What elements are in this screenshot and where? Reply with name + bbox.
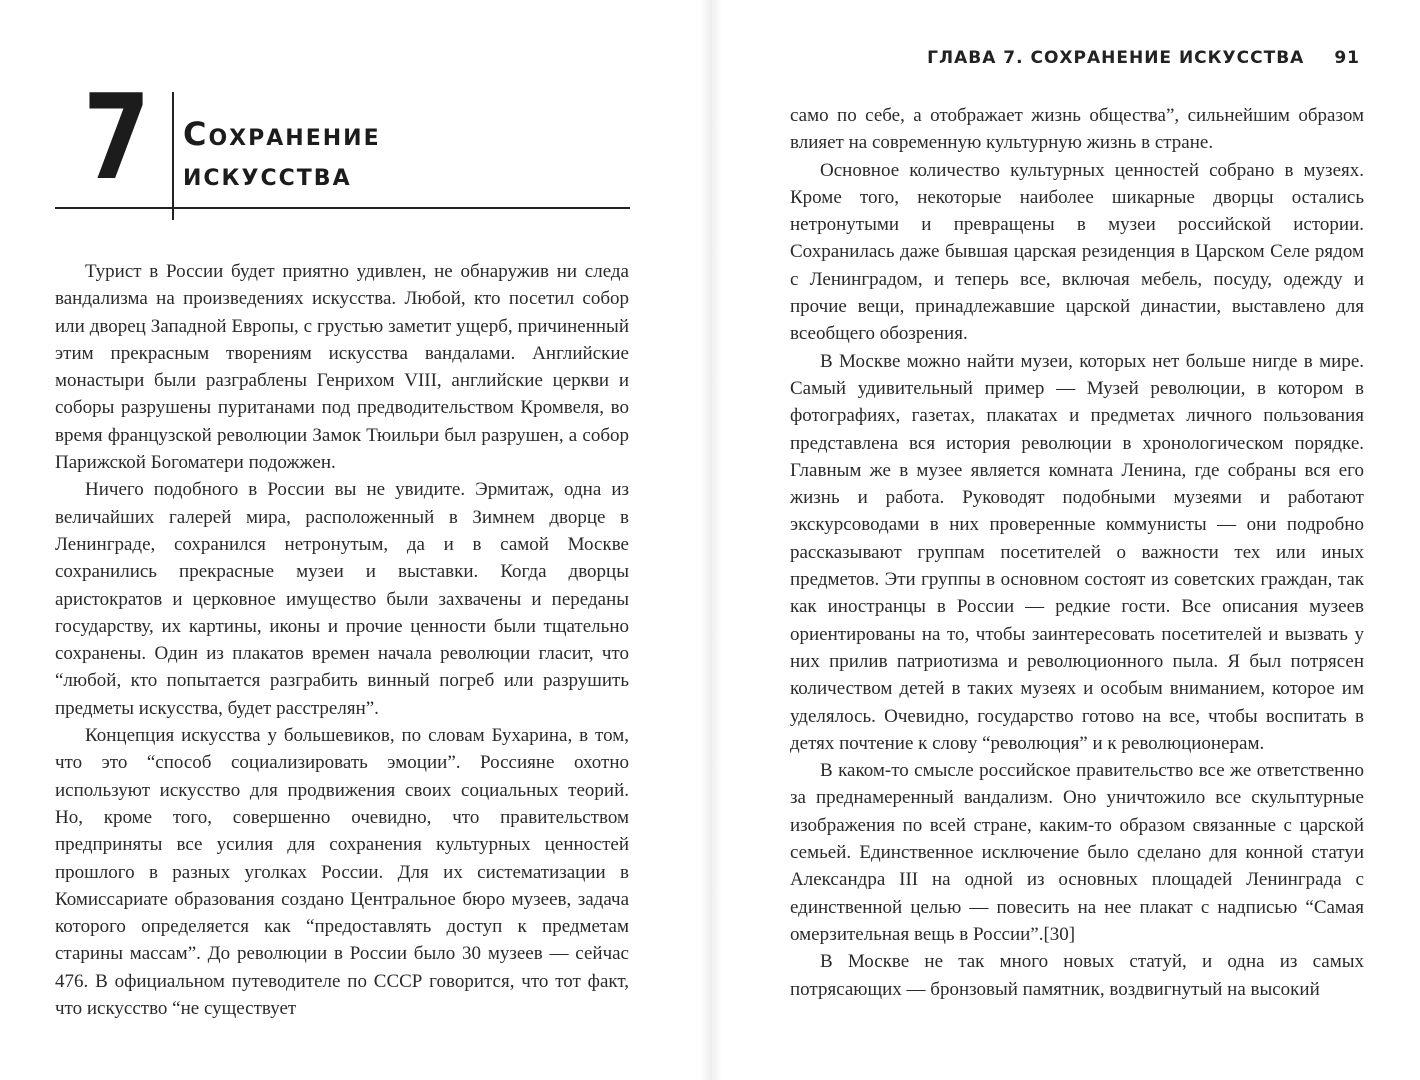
running-head (710, 48, 1360, 68)
left-body-text (55, 258, 629, 1022)
chapter-title-line2: искусства (183, 155, 352, 193)
paragraph: В Москве не так много новых статуй, и одна из самых потрясающих — бронзовый памятник, воздвигнутый на высокий (790, 951, 1364, 1000)
paragraph: Концепция искусства у большевиков, по словам Бухарина, в том, что это “способ социализировать эмоции”. Россияне охотно используют искусство для продвижения своих социальных теорий. Но, кроме того, совершенно очевидно, что правительством предприняты все усилия для сохранения культурных ценностей прошлого в разных уголках России. Для их систематизации в Комиссариате образования создано Центральное бюро музеев, задача которого определяется как “предоставлять доступ к предметам старины массам”. До революции в России было 30 музеев — сейчас 476. В официальном путеводителе по СССР говорится, что тот факт, что искусство “не существует (55, 725, 629, 1020)
right-body-text (790, 102, 1364, 1003)
paragraph: Турист в России будет приятно удивлен, не обнаружив ни следа вандализма на произведениях искусства. Любой, кто посетил собор или дворец Западной Европы, с грустью заметит ущерб, причиненный этим прекрасным творениям искусства вандалами. Английские монастыри были разграблены Генрихом VIII, английские церкви и соборы разрушены пуританами под предводительством Кромвеля, во время французской революции Замок Тюильри был разрушен, а собор Парижской Богоматери подожжен. (55, 261, 629, 474)
chapter-heading (55, 68, 630, 222)
paragraph: Ничего подобного в России вы не увидите. Эрмитаж, одна из величайших галерей мира, расположенный в Зимнем дворце в Ленинграде, сохранился нетронутым, да и в самой Москве сохранились прекрасные музеи и выставки. Когда дворцы аристократов и церковное имущество были захвачены и переданы государству, их картины, иконы и прочие ценности были тщательно сохранены. Один из плакатов времен начала революции гласит, что “любой, кто попытается разграбить винный погреб или разрушить предметы искусства, будет расстрелян”. (55, 479, 629, 719)
right-page (710, 0, 1420, 1080)
chapter-title (183, 114, 381, 194)
running-head-title: ГЛАВА 7. СОХРАНЕНИЕ ИСКУССТВА (927, 48, 1305, 68)
paragraph: В каком-то смысле российское правительство все же ответственно за преднамеренный вандализм. Оно уничтожило все скульптурные изображения по всей стране, каким-то образом связанные с царской семьей. Единственное исключение было сделано для конной статуи Александра III на одной из основных площадей Ленинграда с единственной целью — повесить на нее плакат с надписью “Самая омерзительная вещь в России”.[30] (790, 760, 1364, 945)
chapter-title-line1: Сохранение (183, 115, 381, 153)
chapter-divider-vertical (172, 92, 174, 220)
paragraph: Основное количество культурных ценностей собрано в музеях. Кроме того, некоторые наиболее шикарные дворцы остались нетронутыми и превращены в музеи российской истории. Сохранилась даже бывшая царская резиденция в Царском Селе рядом с Ленинградом, и теперь все, включая мебель, посуду, одежду и прочие вещи, принадлежавшие царской династии, выставлено для всеобщего обозрения. (790, 159, 1364, 345)
chapter-divider-horizontal (55, 207, 630, 209)
chapter-number: 7 (83, 68, 151, 206)
paragraph: В Москве можно найти музеи, которых нет больше нигде в мире. Самый удивительный пример — Музей революции, в котором в фотографиях, газетах, плакатах и предметах личного пользования представлена вся история революции в хронологическом порядке. Главным же в музее является комната Ленина, где собраны вся его жизнь и работа. Руководят подобными музеями и работают экскурсоводами в них проверенные коммунисты — они подробно рассказывают группам посетителей о важности тех или иных предметов. Эти группы в основном состоят из советских граждан, так как иностранцы в России — редкие гости. Все описания музеев ориентированы на то, чтобы заинтересовать посетителей и вызвать у них прилив патриотизма и революционного пыла. Я был потрясен количеством детей в таких музеях и особым вниманием, которое им уделялось. Очевидно, государство готово на все, чтобы воспитать в детях почтение к слову “революция” и к революционерам. (790, 350, 1364, 754)
page-number: 91 (1334, 48, 1360, 68)
paragraph-continuation: само по себе, а отображает жизнь общества”, сильнейшим образом влияет на современную культурную жизнь в стране. (790, 105, 1364, 154)
